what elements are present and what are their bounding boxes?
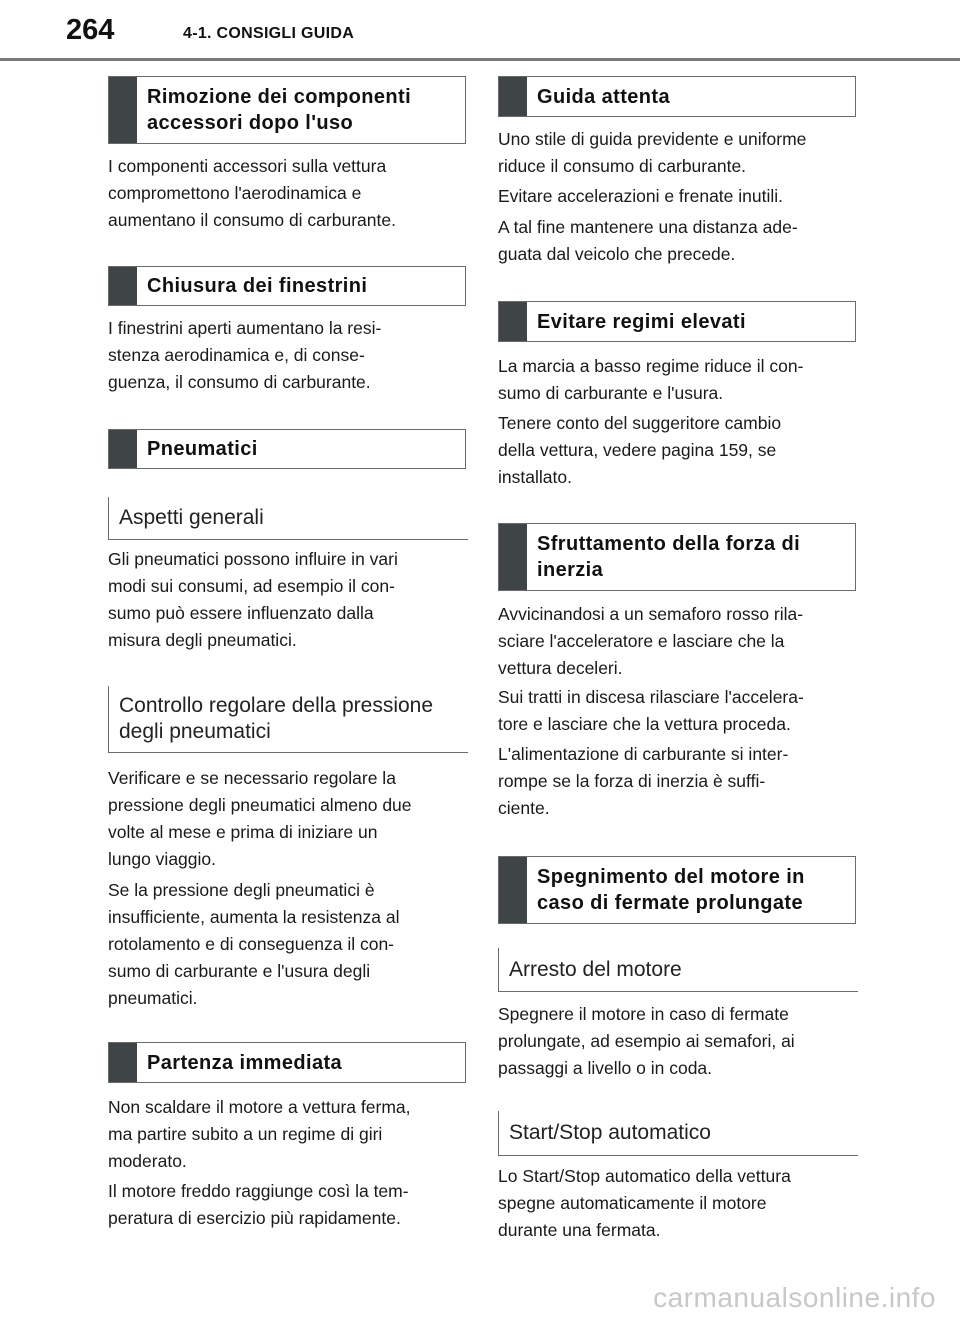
header-divider	[0, 58, 960, 61]
section-title: Rimozione dei componenti accessori dopo l'uso	[147, 86, 412, 134]
section-title: Chiusura dei finestrini	[147, 275, 368, 297]
watermark-text: carmanualsonline.info	[653, 1282, 936, 1313]
paragraph: Avvicinandosi a un semaforo rosso rila- sciare l'acceleratore e lasciare che la vettura deceleri.	[498, 604, 804, 678]
section-title: Guida attenta	[537, 85, 670, 108]
paragraph: Tenere conto del suggeritore cambio della vettura, vedere pagina 159, se installato.	[498, 413, 782, 487]
section-marker	[499, 524, 527, 590]
subsection-title: Controllo regolare della pressione degli pneumatici	[119, 694, 434, 743]
subsection-title: Arresto del motore	[509, 957, 682, 981]
section-heading-finestrini	[108, 266, 466, 306]
subsection-heading-arresto	[498, 948, 858, 992]
paragraph: Spegnere il motore in caso di fermate prolungate, ad esempio ai semafori, ai passaggi a livello o in coda.	[498, 1004, 795, 1078]
paragraph: La marcia a basso regime riduce il con- sumo di carburante e l'usura.	[498, 356, 804, 403]
paragraph: Se la pressione degli pneumatici è insufficiente, aumenta la resistenza al rotolamento e di conseguenza il con- sumo di carburante e l'usura degli pneumatici.	[108, 880, 400, 1008]
paragraph: L'alimentazione di carburante si inter- rompe se la forza di inerzia è suffi- ciente.	[498, 744, 789, 818]
paragraph: Lo Start/Stop automatico della vettura spegne automaticamente il motore durante una fermata.	[498, 1166, 791, 1240]
paragraph: Non scaldare il motore a vettura ferma, ma partire subito a un regime di giri moderato.	[108, 1097, 411, 1171]
section-title: Evitare regimi elevati	[537, 310, 746, 333]
paragraph: Verificare e se necessario regolare la pressione degli pneumatici almeno due volte al mese e prima di iniziare un lungo viaggio.	[108, 768, 412, 869]
page-header	[0, 0, 960, 62]
subsection-title: Start/Stop automatico	[509, 1121, 711, 1144]
section-heading-partenza	[108, 1042, 466, 1083]
section-marker	[109, 77, 137, 143]
section-heading-inerzia	[498, 523, 856, 591]
section-title: Spegnimento del motore in caso di fermate prolungate	[537, 866, 805, 914]
section-heading-regimi	[498, 301, 856, 342]
section-heading-spegnimento	[498, 856, 856, 924]
section-heading-rimozione	[108, 76, 466, 144]
paragraph: Il motore freddo raggiunge così la tem- peratura di esercizio più rapidamente.	[108, 1181, 409, 1228]
paragraph: I componenti accessori sulla vettura compromettono l'aerodinamica e aumentano il consumo di carburante.	[108, 156, 396, 230]
subsection-heading-aspetti	[108, 497, 468, 540]
section-title: Partenza immediata	[147, 1051, 343, 1074]
paragraph: Evitare accelerazioni e frenate inutili.	[498, 186, 784, 206]
subsection-heading-startstop	[498, 1111, 858, 1156]
section-marker	[499, 857, 527, 923]
paragraph: I finestrini aperti aumentano la resi- stenza aerodinamica e, di conse- guenza, il consumo di carburante.	[108, 318, 382, 392]
paragraph: Sui tratti in discesa rilasciare l'accelera- tore e lasciare che la vettura proceda.	[498, 687, 804, 734]
chapter-title: 4-1. CONSIGLI GUIDA	[183, 25, 355, 42]
section-marker	[109, 430, 137, 468]
section-marker	[499, 302, 527, 341]
section-heading-guida	[498, 76, 856, 117]
paragraph: A tal fine mantenere una distanza ade- guata dal veicolo che precede.	[498, 217, 798, 264]
subsection-title: Aspetti generali	[119, 506, 264, 529]
paragraph: Gli pneumatici possono influire in vari modi sui consumi, ad esempio il con- sumo può essere influenzato dalla misura degli pneumatici.	[108, 549, 398, 650]
section-title: Pneumatici	[147, 438, 258, 460]
paragraph: Uno stile di guida previdente e uniforme riduce il consumo di carburante.	[498, 129, 807, 176]
section-marker	[499, 77, 527, 116]
section-title: Sfruttamento della forza di inerzia	[537, 533, 801, 581]
page-number: 264	[66, 14, 115, 46]
section-marker	[109, 267, 137, 305]
section-heading-pneumatici	[108, 429, 466, 469]
section-marker	[109, 1043, 137, 1082]
subsection-heading-pressione	[108, 686, 468, 753]
